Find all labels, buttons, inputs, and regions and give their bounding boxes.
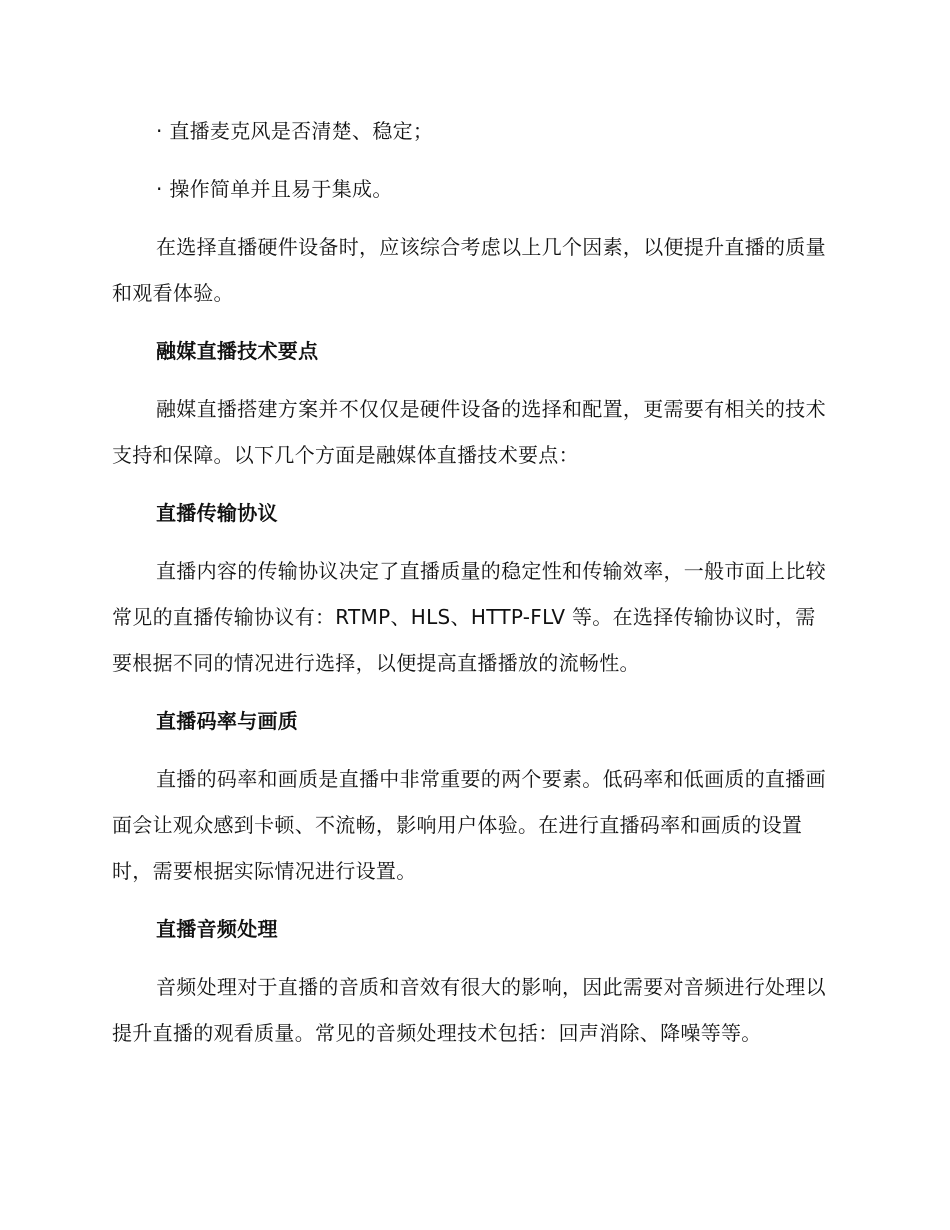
section-heading: 融媒直播技术要点 <box>156 339 319 363</box>
section-heading: 直播码率与画质 <box>156 709 299 733</box>
bullet-item: · 操作简单并且易于集成。 <box>156 177 393 201</box>
body-paragraph: 音频处理对于直播的音质和音效有很大的影响，因此需要对音频进行处理以提升直播的观看质量。常见的音频处理技术包括：回声消除、降噪等等。 <box>112 975 826 1045</box>
body-paragraph: 直播的码率和画质是直播中非常重要的两个要素。低码率和低画质的直播画面会让观众感到卡顿、不流畅，影响用户体验。在进行直播码率和画质的设置时，需要根据实际情况进行设置。 <box>112 767 826 883</box>
body-paragraph: 在选择直播硬件设备时，应该综合考虑以上几个因素，以便提升直播的质量和观看体验。 <box>112 235 826 305</box>
body-paragraph: 直播内容的传输协议决定了直播质量的稳定性和传输效率，一般市面上比较常见的直播传输协议有：RTMP、HLS、HTTP-FLV 等。在选择传输协议时，需要根据不同的情况进行选择，以便提高直播播放的流畅性。 <box>112 559 826 675</box>
body-paragraph: 融媒直播搭建方案并不仅仅是硬件设备的选择和配置，更需要有相关的技术支持和保障。以下几个方面是融媒体直播技术要点： <box>112 397 826 467</box>
section-heading: 直播音频处理 <box>156 917 278 941</box>
document-page <box>112 108 832 1068</box>
bullet-item: · 直播麦克风是否清楚、稳定； <box>156 119 434 143</box>
section-heading: 直播传输协议 <box>156 501 278 525</box>
